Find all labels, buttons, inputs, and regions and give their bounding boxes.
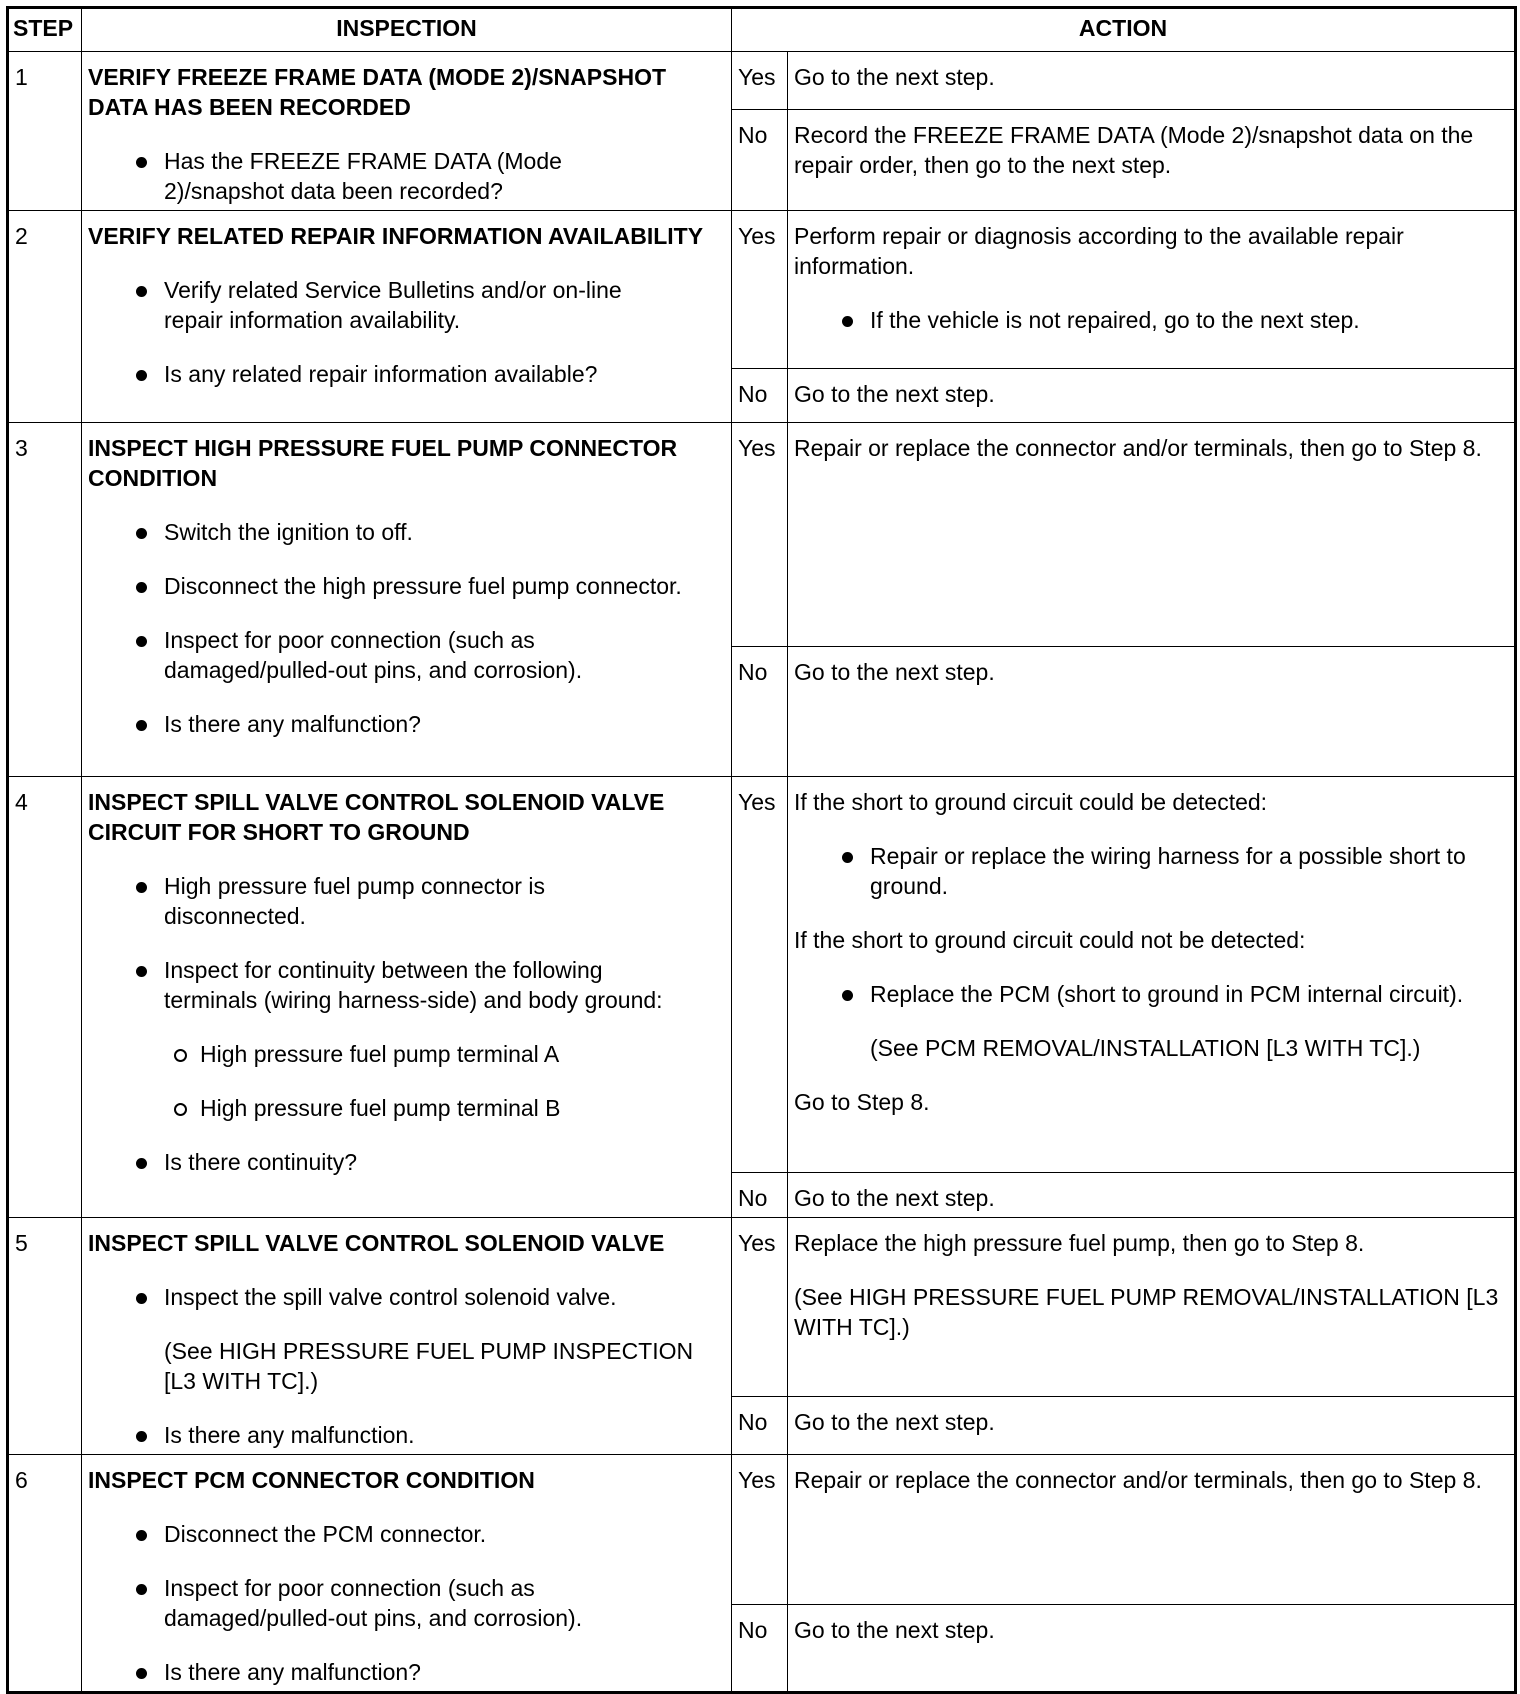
inspection-header: INSPECTION <box>82 8 732 52</box>
inspection-bullet: Switch the ignition to off. <box>88 517 685 547</box>
action-yes <box>788 211 1516 369</box>
reference-text: (See HIGH PRESSURE FUEL PUMP INSPECTION [L3 WITH TC].) <box>164 1338 694 1394</box>
inspection-bullet: Inspect for poor connection (such as damaged/pulled-out pins, and corrosion). <box>88 625 685 685</box>
action-no: Record the FREEZE FRAME DATA (Mode 2)/snapshot data on the repair order, then go to the next step. <box>788 110 1516 211</box>
action-yes: Repair or replace the connector and/or terminals, then go to Step 8. <box>788 423 1516 647</box>
inspection-bullet-text: Inspect for continuity between the following terminals (wiring harness-side) and body ground: <box>164 957 663 1013</box>
action-text: If the short to ground circuit could not be detected: <box>794 927 1306 953</box>
step-title: INSPECT HIGH PRESSURE FUEL PUMP CONNECTOR CONDITION <box>88 435 678 491</box>
action-text: Perform repair or diagnosis according to the available repair information. <box>794 223 1404 279</box>
inspection-bullet: Disconnect the PCM connector. <box>88 1519 685 1549</box>
action-no: Go to the next step. <box>788 1173 1516 1218</box>
inspection-bullet: Is there continuity? <box>88 1147 685 1177</box>
step-number: 5 <box>8 1218 82 1455</box>
header-row <box>8 8 1516 52</box>
no-label: No <box>732 369 788 423</box>
no-label: No <box>732 1396 788 1454</box>
action-text: Replace the high pressure fuel pump, then go to Step 8. <box>794 1230 1365 1256</box>
yes-label: Yes <box>732 1455 788 1605</box>
action-yes: Go to the next step. <box>788 52 1516 110</box>
action-no: Go to the next step. <box>788 1396 1516 1454</box>
no-label: No <box>732 1605 788 1693</box>
sub-bullet: High pressure fuel pump terminal B <box>164 1093 685 1123</box>
inspection-cell <box>82 423 732 777</box>
inspection-cell <box>82 52 732 211</box>
action-yes: Repair or replace the connector and/or terminals, then go to Step 8. <box>788 1455 1516 1605</box>
action-text: If the short to ground circuit could be detected: <box>794 789 1268 815</box>
yes-label: Yes <box>732 52 788 110</box>
diagnostic-table <box>6 6 1517 1694</box>
step-title: VERIFY FREEZE FRAME DATA (MODE 2)/SNAPSHOT DATA HAS BEEN RECORDED <box>88 64 667 120</box>
inspection-cell <box>82 1455 732 1693</box>
step-title: VERIFY RELATED REPAIR INFORMATION AVAILABILITY <box>88 223 704 249</box>
step-1-yes-row <box>8 52 1516 110</box>
action-no: Go to the next step. <box>788 1605 1516 1693</box>
step-number: 1 <box>8 52 82 211</box>
step-title: INSPECT SPILL VALVE CONTROL SOLENOID VALVE <box>88 1230 665 1256</box>
action-bullet: Replace the PCM (short to ground in PCM internal circuit). <box>794 979 1468 1009</box>
inspection-bullet: Verify related Service Bulletins and/or on-line repair information availability. <box>88 275 685 335</box>
inspection-bullet <box>88 955 685 1123</box>
step-header: STEP <box>8 8 82 52</box>
yes-label: Yes <box>732 211 788 369</box>
step-4-yes-row <box>8 777 1516 1173</box>
inspection-bullet: Is there any malfunction? <box>88 709 685 739</box>
action-no: Go to the next step. <box>788 647 1516 777</box>
yes-label: Yes <box>732 1218 788 1397</box>
no-label: No <box>732 110 788 211</box>
step-number: 2 <box>8 211 82 423</box>
yes-label: Yes <box>732 423 788 647</box>
step-5-yes-row <box>8 1218 1516 1397</box>
yes-label: Yes <box>732 777 788 1173</box>
sub-bullet: High pressure fuel pump terminal A <box>164 1039 685 1069</box>
action-bullet: If the vehicle is not repaired, go to the next step. <box>794 305 1468 335</box>
step-6-yes-row <box>8 1455 1516 1605</box>
no-label: No <box>732 647 788 777</box>
no-label: No <box>732 1173 788 1218</box>
inspection-bullet: High pressure fuel pump connector is disconnected. <box>88 871 685 931</box>
step-title: INSPECT PCM CONNECTOR CONDITION <box>88 1467 535 1493</box>
inspection-cell <box>82 211 732 423</box>
step-2-yes-row <box>8 211 1516 369</box>
inspection-bullet: Disconnect the high pressure fuel pump connector. <box>88 571 685 601</box>
inspection-bullet: Has the FREEZE FRAME DATA (Mode 2)/snapshot data been recorded? <box>88 146 685 206</box>
inspection-bullet: Is there any malfunction. <box>88 1420 685 1450</box>
inspection-bullet: Inspect for poor connection (such as damaged/pulled-out pins, and corrosion). <box>88 1573 685 1633</box>
step-number: 4 <box>8 777 82 1218</box>
inspection-cell <box>82 1218 732 1455</box>
inspection-bullet: Is any related repair information available? <box>88 359 685 389</box>
step-3-yes-row <box>8 423 1516 647</box>
inspection-bullet: Inspect the spill valve control solenoid valve. <box>88 1282 685 1312</box>
action-header: ACTION <box>732 8 1516 52</box>
action-yes <box>788 777 1516 1173</box>
reference-text: (See PCM REMOVAL/INSTALLATION [L3 WITH TC].) <box>870 1035 1421 1061</box>
action-no: Go to the next step. <box>788 369 1516 423</box>
action-text: Go to Step 8. <box>794 1089 930 1115</box>
action-yes <box>788 1218 1516 1397</box>
action-bullet: Repair or replace the wiring harness for a possible short to ground. <box>794 841 1468 901</box>
inspection-cell <box>82 777 732 1218</box>
inspection-bullet: Is there any malfunction? <box>88 1657 685 1687</box>
step-title: INSPECT SPILL VALVE CONTROL SOLENOID VALVE CIRCUIT FOR SHORT TO GROUND <box>88 789 665 845</box>
step-number: 6 <box>8 1455 82 1693</box>
step-number: 3 <box>8 423 82 777</box>
reference-text: (See HIGH PRESSURE FUEL PUMP REMOVAL/INSTALLATION [L3 WITH TC].) <box>794 1284 1499 1340</box>
